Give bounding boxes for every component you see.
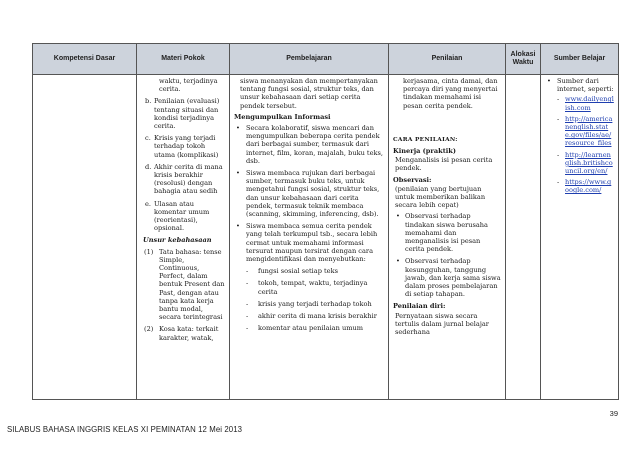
cell-pembelajaran (230, 75, 389, 400)
header-materi-pokok: Materi Pokok (137, 44, 230, 75)
dash-icon: - (557, 150, 560, 159)
dash-icon: - (557, 114, 560, 123)
table-row (33, 75, 619, 400)
bullet-icon: • (236, 222, 240, 231)
dash-icon: - (246, 279, 249, 288)
header-alokasi-waktu: Alokasi Waktu (506, 44, 541, 75)
list-item: • Sumber dari internet, seperti: (547, 77, 614, 94)
penilaian-diri-title: Penilaian diri: (393, 302, 446, 311)
bullet-icon: • (396, 212, 400, 221)
cell-materi-pokok (137, 75, 230, 400)
syllabus-table (32, 43, 619, 400)
bullet-icon: • (547, 77, 551, 85)
list-item: - akhir cerita di mana krisis berakhir (246, 312, 377, 321)
list-item (545, 115, 614, 148)
header-penilaian: Penilaian (389, 44, 506, 75)
header-sumber-belajar: Sumber Belajar (541, 44, 619, 75)
list-item (545, 151, 614, 176)
list-item (545, 95, 614, 111)
list-item: • Siswa membaca semua cerita pendek yang telah terkumpul tsb., secara lebih cermat untuk memahami informasi tersurat maupun tersirat dengan cara mengidentifikasi dan menyebutkan: (236, 222, 378, 264)
cell-kompetensi-dasar (33, 75, 137, 400)
list-item: • Secara kolaboratif, siswa mencari dan mengumpulkan beberapa cerita pendek dari berbagai sumber, termasuk dari internet, film, koran, majalah, buku teks, dsb. (236, 124, 383, 165)
dash-icon: - (557, 95, 560, 104)
list-item: b. Penilaian (evaluasi) tentang situasi dan kondisi terjadinya cerita. (145, 97, 220, 131)
header-pembelajaran: Pembelajaran (230, 44, 389, 75)
penilaian-continuation: kerjasama, cinta damai, dan percaya diri yang menyertai tindakan memahami isi pesan cerita pendek. (403, 77, 498, 110)
cara-penilaian-title: CARA PENILAIAN: (393, 136, 458, 143)
materi-continuation: waktu, terjadinya cerita. (159, 77, 218, 94)
list-item: e. Ulasan atau komentar umum (reorientasi), opsional. (145, 199, 210, 233)
link-google[interactable]: https://www.google.com/ (565, 178, 612, 195)
mengumpulkan-informasi-title: Mengumpulkan Informasi (234, 112, 331, 121)
page-number: 39 (609, 409, 618, 418)
dash-icon: - (246, 267, 249, 276)
dash-icon: - (246, 312, 249, 321)
list-item: (2) Kosa kata: terkait karakter, watak, (144, 325, 219, 342)
list-item: - tokoh, tempat, waktu, terjadinya cerita (246, 279, 368, 296)
bullet-icon: • (236, 124, 240, 133)
list-item: - krisis yang terjadi terhadap tokoh (246, 299, 372, 308)
pembelajaran-lead: siswa menanyakan dan mempertanyakan tentang fungsi sosial, struktur teks, dan unsur kebahasaan dari setiap cerita pendek tersebut. (240, 77, 378, 110)
table-header-row (33, 44, 619, 75)
list-item: • Siswa membaca rujukan dari berbagai sumber, termasuk buku teks, untuk mengetahui fungsi sosial, struktur teks, dan unsur kebahasaan dari cerita pendek, termasuk teknik membaca (scanning, skimming, inferencing, dsb). (236, 169, 380, 219)
observasi-text: (penilaian yang bertujuan untuk memberikan balikan secara lebih cepat) (395, 184, 486, 210)
cell-penilaian (389, 75, 506, 400)
observasi-title: Observasi: (393, 175, 432, 184)
kinerja-text: Menganalisis isi pesan cerita pendek. (395, 156, 493, 173)
list-item: d. Akhir cerita di mana krisis berakhir (resolusi) dengan bahagia atau sedih (145, 162, 223, 196)
page-footer: SILABUS BAHASA INGGRIS KELAS XI PEMINATAN 12 Mei 2013 (7, 425, 243, 434)
list-item (545, 178, 614, 194)
dash-icon: - (246, 324, 249, 333)
list-item: • Observasi terhadap kesungguhan, tanggung jawab, dan kerja sama siswa dalam proses pembelajaran di setiap tahapan. (393, 257, 501, 298)
unsur-kebahasaan-title: Unsur kebahasaan (143, 236, 212, 245)
link-britishcouncil[interactable]: http://learnenglish.britishcouncil.org/en/ (565, 150, 613, 176)
header-kompetensi-dasar: Kompetensi Dasar (33, 44, 137, 75)
list-item: - komentar atau penilaian umum (246, 324, 363, 333)
bullet-icon: • (236, 169, 240, 178)
dash-icon: - (557, 178, 560, 187)
cell-alokasi-waktu (506, 75, 541, 400)
bullet-icon: • (396, 257, 400, 266)
kinerja-title: Kinerja (praktik) (393, 147, 456, 156)
list-item: • Observasi terhadap tindakan siswa berusaha memahami dan menganalisis isi pesan cerita pendek. (393, 212, 501, 253)
list-item: - fungsi sosial setiap teks (246, 267, 338, 276)
dash-icon: - (246, 299, 249, 308)
cell-sumber-belajar (541, 75, 619, 400)
penilaian-diri-text: Pernyataan siswa secara tertulis dalam jurnal belajar sederhana (395, 311, 489, 337)
list-item: c. Krisis yang terjadi terhadap tokoh utama (komplikasi) (145, 134, 219, 159)
list-item: (1) Tata bahasa: tense Simple, Continuous, Perfect, dalam bentuk Present dan Past, dengan atau tanpa kata kerja bantu modal, secara terintegrasi (144, 247, 225, 322)
link-americanenglish[interactable]: http://americanenglish.state.gov/files/ae/resource_files (565, 114, 613, 148)
link-dailyenglish[interactable]: www.dailyenglish.com (565, 95, 614, 112)
